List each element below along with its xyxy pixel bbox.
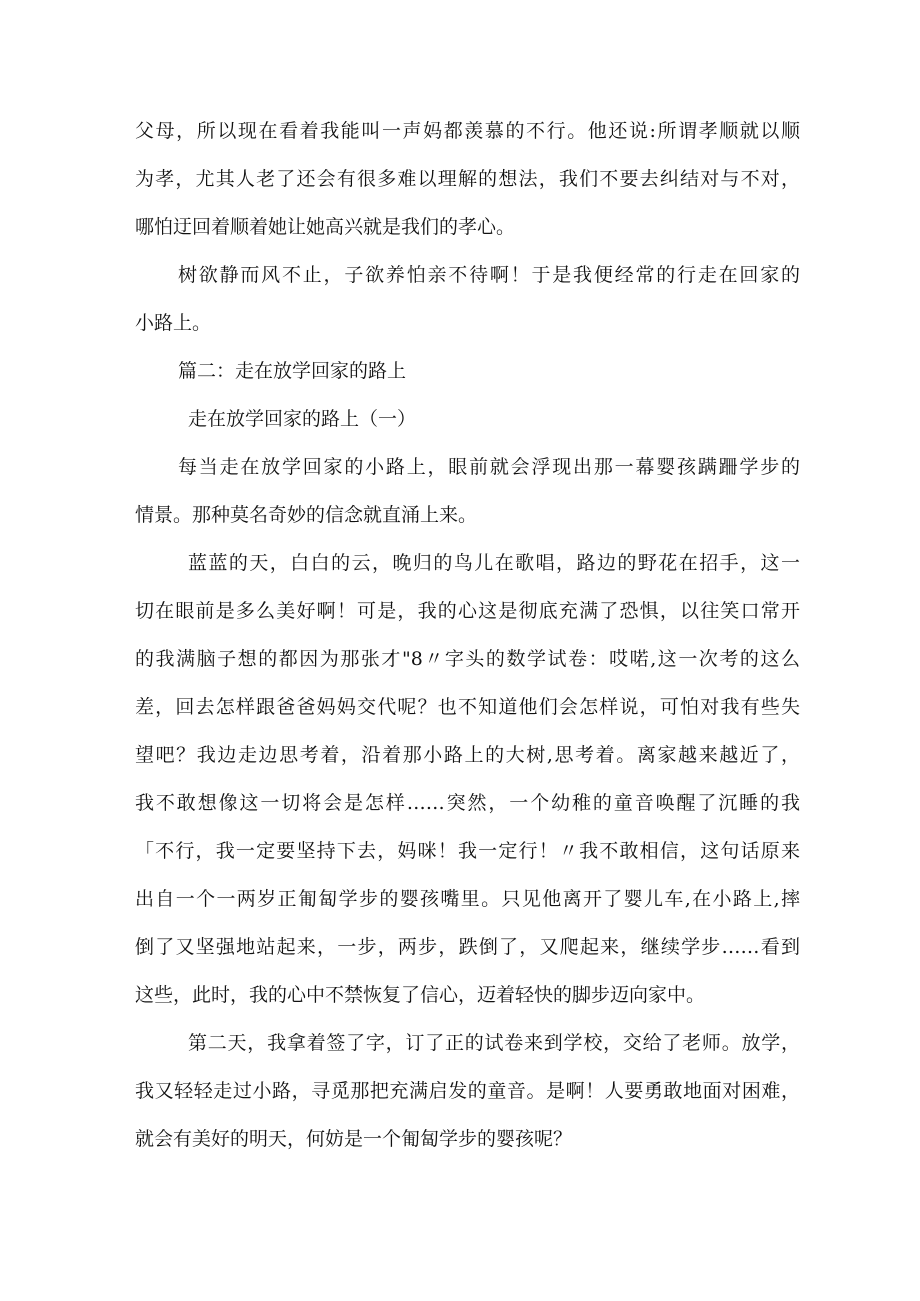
paragraph-next-day	[135, 1019, 800, 1163]
text-line: 哪怕迂回着顺着她让她高兴就是我们的孝心。	[135, 216, 516, 238]
paragraph-filial-piety	[135, 107, 800, 251]
section-title: 篇二：走在放学回家的路上	[178, 360, 407, 382]
paragraph-opening	[135, 443, 800, 539]
text-line: 我又轻轻走过小路，寻觅那把充满启发的童音。是啊！人要勇敢地面对困难，	[135, 1080, 800, 1102]
paragraph-way-home	[135, 251, 800, 347]
text-line: 每当走在放学回家的小路上，眼前就会浮现出那一幕婴孩蹒跚学步的	[178, 456, 800, 478]
text-line: 差，回去怎样跟爸爸妈妈交代呢？也不知道他们会怎样说，可怕对我有些失	[135, 696, 800, 718]
text-line: 我不敢想像这一切将会是怎样……突然，一个幼稚的童音唤醒了沉睡的我	[135, 792, 800, 814]
text-line: 蓝蓝的天，白白的云，晚归的鸟儿在歌唱，路边的野花在招手，这一	[188, 552, 800, 574]
text-line: 就会有美好的明天，何妨是一个匍匐学步的婴孩呢？	[135, 1128, 573, 1150]
text-line: 树欲静而风不止，子欲养怕亲不待啊！于是我便经常的行走在回家的	[178, 264, 800, 286]
text-line: 的我满脑子想的都因为那张才"8〃字头的数学试卷：哎喏,这一次考的这么	[135, 648, 800, 670]
text-line: 倒了又坚强地站起来，一步，两步，跌倒了，又爬起来，继续学步……看到	[135, 936, 800, 958]
text-line: 小路上。	[135, 312, 212, 334]
section-heading	[135, 347, 800, 395]
text-line: 这些，此时，我的心中不禁恢复了信心，迈着轻快的脚步迈向家中。	[135, 984, 706, 1006]
article-heading	[135, 395, 800, 443]
text-line: 切在眼前是多么美好啊！可是，我的心这是彻底充满了恐惧，以往笑口常开	[135, 600, 800, 622]
article-title: 走在放学回家的路上（一）	[188, 408, 417, 430]
text-line: 为孝，尤其人老了还会有很多难以理解的想法，我们不要去纠结对与不对，	[135, 168, 800, 190]
text-line: 第二天，我拿着签了字，订了正的试卷来到学校，交给了老师。放学，	[188, 1032, 800, 1054]
text-line: 出自一个一两岁正匍匐学步的婴孩嘴里。只见他离开了婴儿车,在小路上,摔	[135, 888, 800, 910]
text-line: 情景。那种莫名奇妙的信念就直涌上来。	[135, 504, 478, 526]
body-text	[135, 107, 800, 1163]
paragraph-story	[135, 539, 800, 1019]
text-line: 父母，所以现在看着我能叫一声妈都羡慕的不行。他还说:所谓孝顺就以顺	[135, 120, 800, 142]
text-line: 「不行，我一定要坚持下去，妈咪！我一定行！〃我不敢相信，这句话原来	[135, 840, 800, 862]
text-line: 望吧？我边走边思考着，沿着那小路上的大树,思考着。离家越来越近了，	[135, 744, 800, 766]
